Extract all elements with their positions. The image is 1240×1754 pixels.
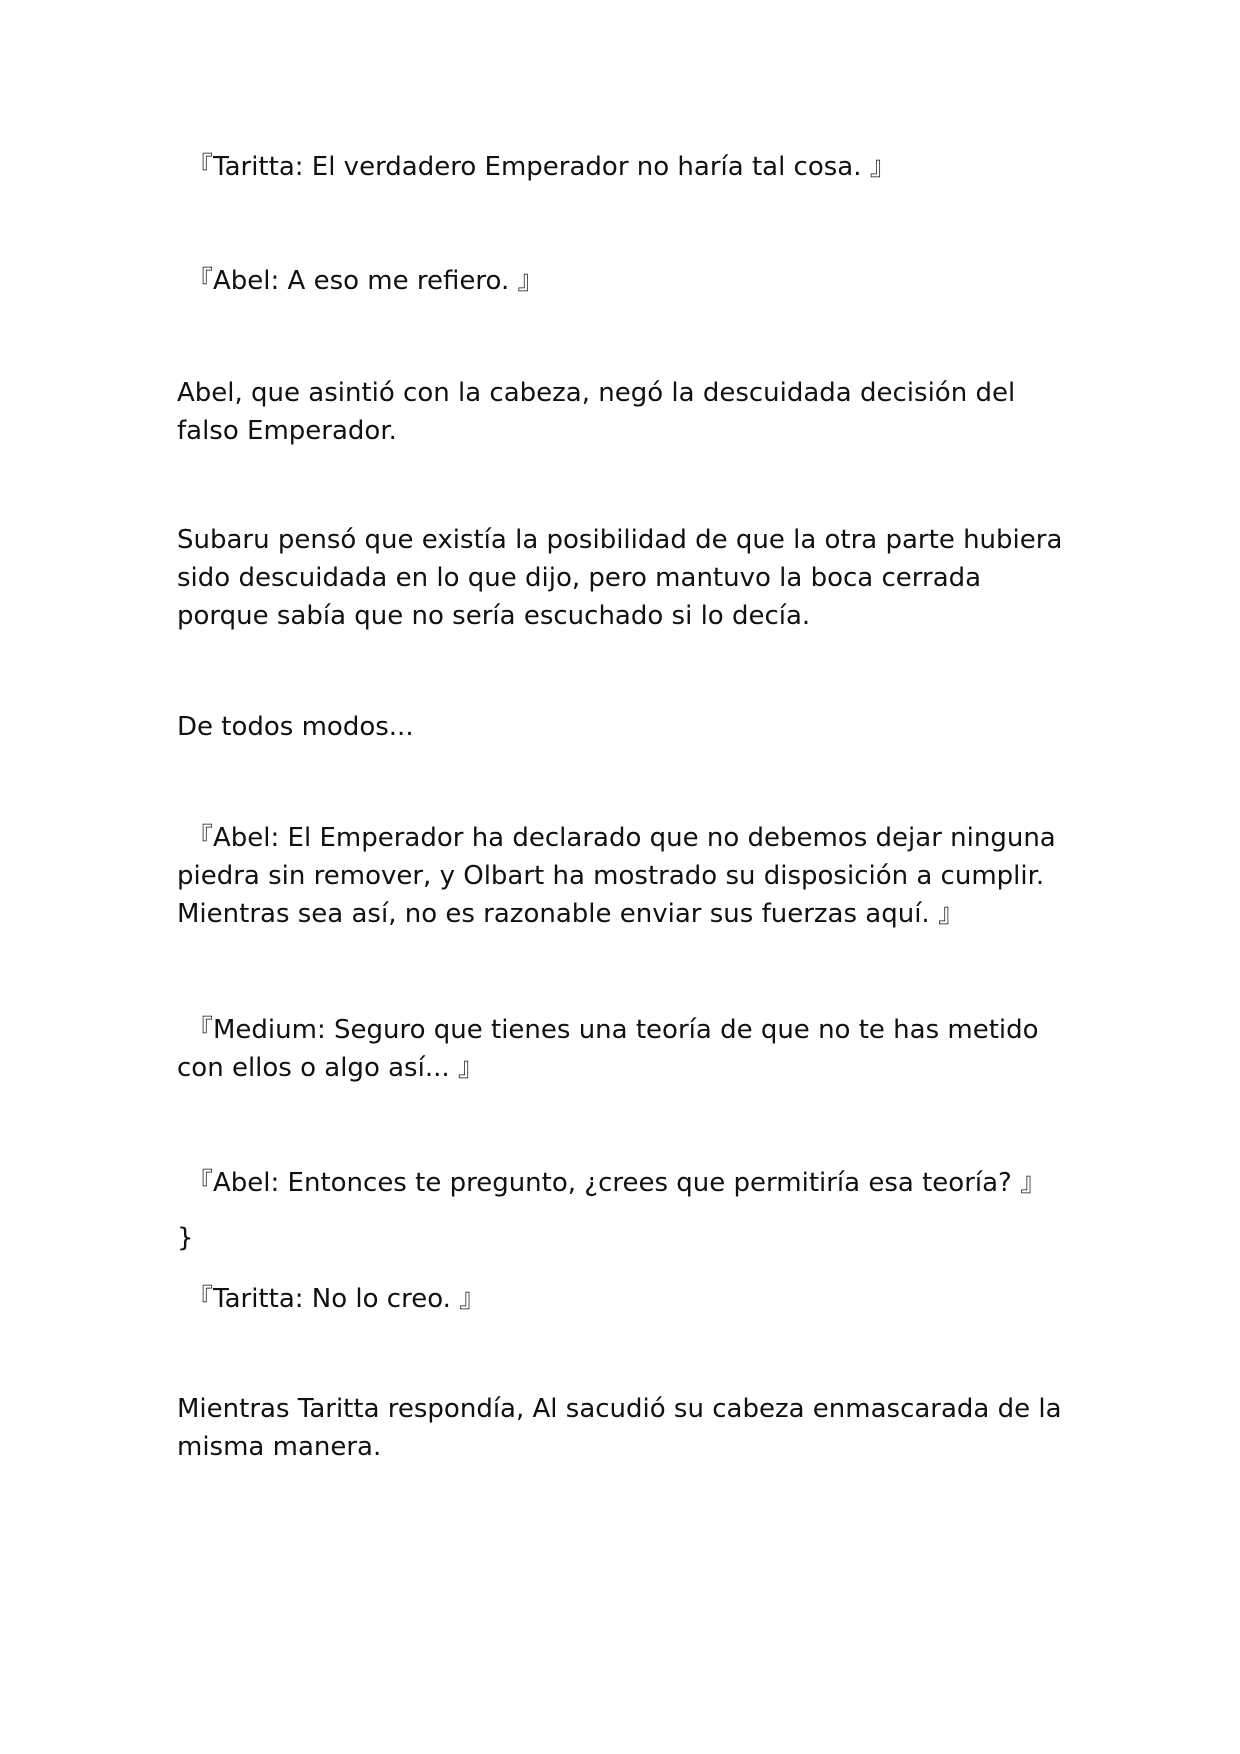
dialogue-abel-2: 『Abel: El Emperador ha declarado que no debemos dejar ninguna piedra sin remover, y Olbart ha mostrado su disposición a cumplir. Mientras sea así, no es razonable enviar sus fuerzas aquí. 』 [177,823,1056,929]
narration-paragraph-3: De todos modos... [177,712,414,742]
narration-paragraph-2: Subaru pensó que existía la posibilidad de que la otra parte hubiera sido descuidada en lo que dijo, pero mantuvo la boca cerrada porque sabía que no sería escuchado si lo decía. [177,525,1063,631]
narration-paragraph-1: Abel, que asintió con la cabeza, negó la descuidada decisión del falso Emperador. [177,378,1016,446]
stray-brace: } [177,1223,194,1253]
dialogue-medium: 『Medium: Seguro que tienes una teoría de que no te has metido con ellos o algo así... 』 [177,1015,1039,1083]
narration-paragraph-4: Mientras Taritta respondía, Al sacudió su cabeza enmascarada de la misma manera. [177,1394,1062,1462]
dialogue-taritta-1: 『Taritta: El verdadero Emperador no haría tal cosa. 』 [187,152,896,182]
dialogue-abel-3: 『Abel: Entonces te pregunto, ¿crees que permitiría esa teoría? 』 [187,1168,1047,1198]
dialogue-taritta-2: 『Taritta: No lo creo. 』 [187,1284,486,1314]
dialogue-abel-1: 『Abel: A eso me refiero. 』 [187,266,544,296]
